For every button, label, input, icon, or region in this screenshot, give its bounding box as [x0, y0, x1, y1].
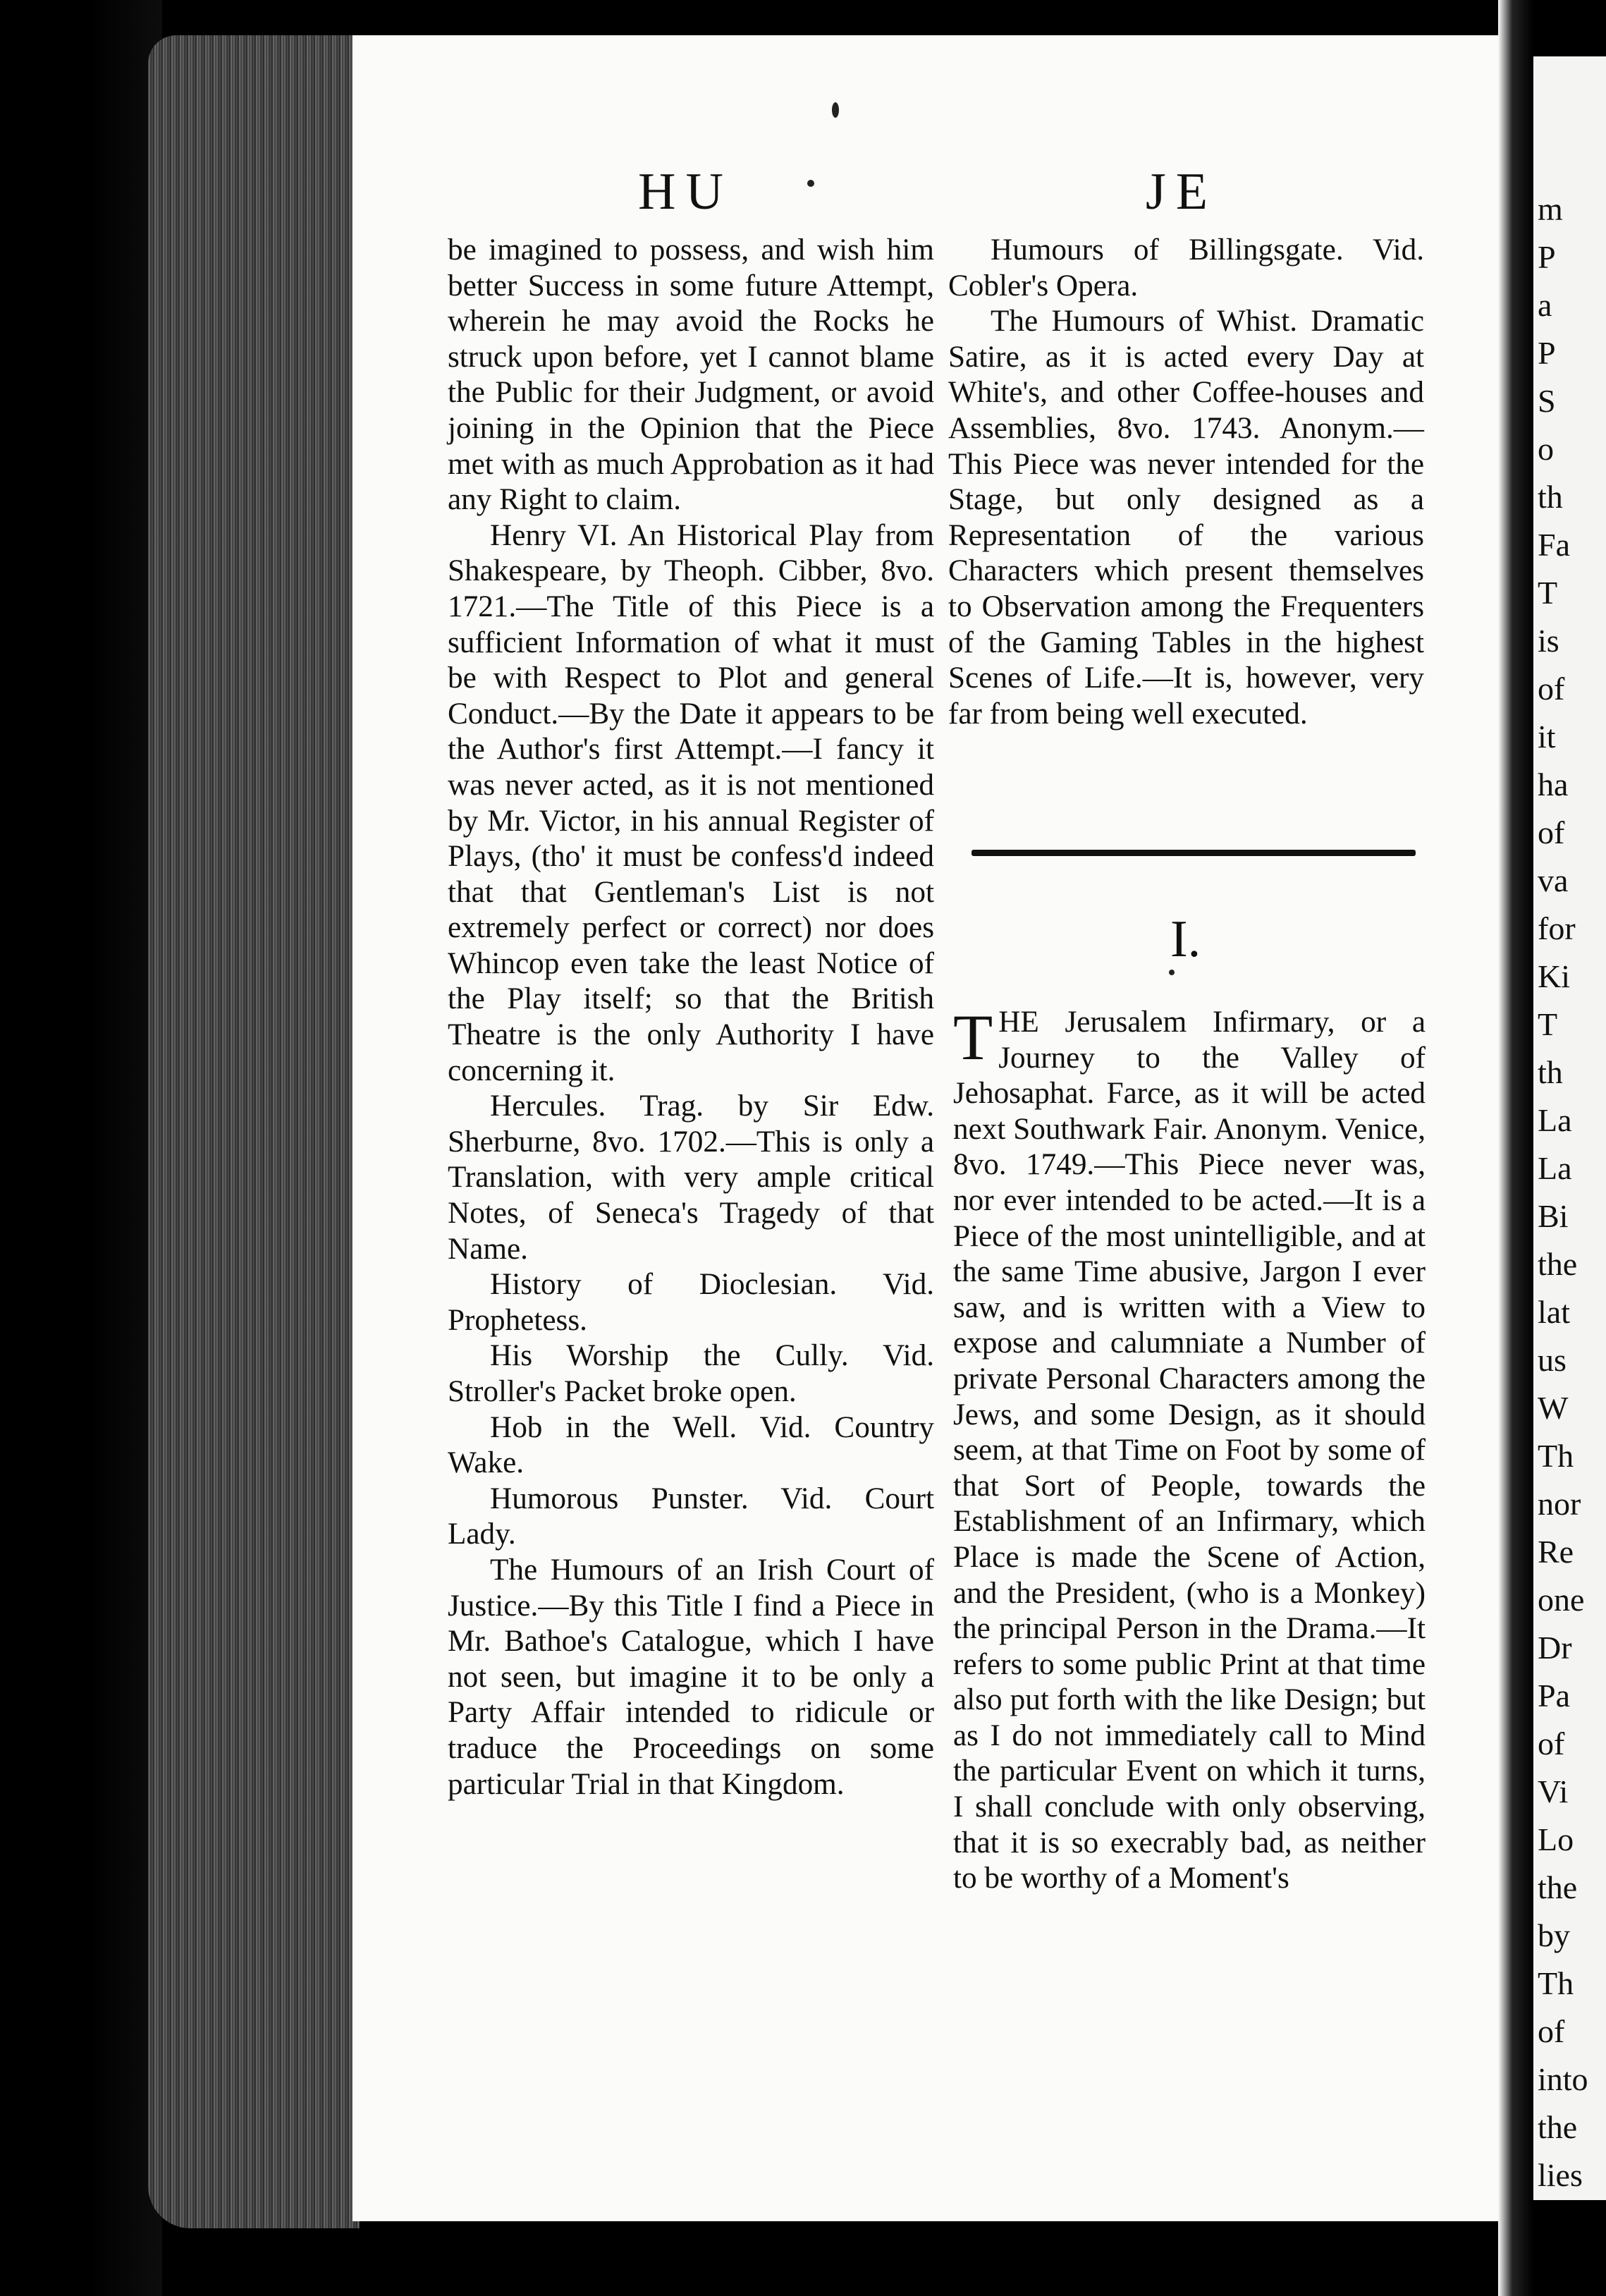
adjacent-page-text-fragment: P [1538, 335, 1556, 371]
adjacent-page-text-fragment: Th [1538, 1965, 1574, 2001]
entry-jerusalem-infirmary-text: HE Jerusalem Infirmary, or a Journey to the Valley of Jehosaphat. Farce, as it will be acted next Southwark Fair. Anonym. Venice, 8vo. 1749.—This Piece never was, nor ever intended to be acted.—It is a Piece of the most unintelligible, and at the same Time abusive, Jargon I ever saw, and is written with a View to expose and calumniate a Number of private Personal Characters among the Jews, and some Design, as it should seem, at that Time on Foot by some of that Sort of People, towards the Establishment of an Infirmary, which Place is made the Scene of Action, and the President, (who is a Monkey) the principal Person in the Drama.—It refers to some public Print at that time also put forth with the like Design; but as I do not immediately call to Mind the particular Event on which it turns, I shall conclude with only observing, that it is so execrably bad, as neither to be worthy of a Moment's [953, 1006, 1426, 1895]
scan-background [0, 0, 162, 2296]
adjacent-page-text-fragment: nor [1538, 1486, 1581, 1522]
section-divider-rule [971, 850, 1416, 856]
adjacent-page-text-fragment: Pa [1538, 1678, 1570, 1714]
entry-hob-in-the-well: Hob in the Well. Vid. Country Wake. [448, 1410, 934, 1480]
adjacent-page-text-fragment: a [1538, 287, 1552, 323]
drop-cap: T [953, 1001, 993, 1073]
entry-humorous-punster: Humorous Punster. Vid. Court Lady. [448, 1482, 934, 1551]
running-head-right: JE [1146, 163, 1218, 221]
running-head-left: HU [638, 163, 733, 221]
adjacent-page-text-fragment: P [1538, 239, 1556, 275]
scan-speck [807, 180, 814, 187]
adjacent-page-text-fragment: into [1538, 2061, 1588, 2097]
entry-humours-of-irish-court: The Humours of an Irish Court of Justice.—By this Title I find a Piece in Mr. Bathoe's Catalogue, which I have not seen, but imagine it to be only a Party Affair intended to ridicule or traduce the Proceedings on some particular Trial in that Kingdom. [448, 1553, 934, 1801]
adjacent-page-text-fragment: Re [1538, 1534, 1574, 1570]
entry-henry-vi: Henry VI. An Historical Play from Shakespeare, by Theoph. Cibber, 8vo. 1721.—The Title of this Piece is a sufficient Information of what it must be with Respect to Plot and general Conduct.—By the Date it appears to be the Author's first Attempt.—I fancy it was never acted, as it is not mentioned by Mr. Victor, in his annual Register of Plays, (tho' it must be confess'd indeed that that Gentleman's List is not extremely perfect or correct) nor does Whincop even take the least Notice of the Play itself; so that the British Theatre is the only Authority I have concerning it. [448, 518, 934, 1087]
adjacent-page-text-fragment: th [1538, 1054, 1563, 1090]
entry-humours-of-whist: The Humours of Whist. Dramatic Satire, as it is acted every Day at White's, and other Coffee-houses and Assemblies, 8vo. 1743. Anonym.—This Piece was never intended for the Stage, but only designed as a Representation of the various Characters which present themselves to Observation among the Frequenters of the Gaming Tables in the highest Scenes of Life.—It is, however, very far from being well executed. [948, 305, 1424, 731]
adjacent-page-text-fragment: of [1538, 671, 1565, 707]
adjacent-page-text-fragment: the [1538, 1246, 1578, 1282]
adjacent-page-text-fragment: T [1538, 575, 1558, 611]
adjacent-page-text-fragment: La [1538, 1150, 1572, 1186]
adjacent-page-text-fragment: Ki [1538, 958, 1570, 994]
right-column-bottom [953, 1001, 1426, 1897]
adjacent-page-text-fragment: Vi [1538, 1773, 1569, 1809]
adjacent-page-text-fragment: Th [1538, 1438, 1574, 1474]
adjacent-page-text-fragment: lat [1538, 1294, 1570, 1330]
scan-speck [1169, 970, 1175, 975]
adjacent-page-fragment [1533, 56, 1606, 2200]
scan-speck [832, 102, 839, 118]
adjacent-page-text-fragment: La [1538, 1102, 1572, 1138]
entry-his-worship-the-cully: His Worship the Cully. Vid. Stroller's Packet broke open. [448, 1339, 934, 1408]
entry-hercules: Hercules. Trag. by Sir Edw. Sherburne, 8vo. 1702.—This is only a Translation, with very ample critical Notes, of Seneca's Tragedy of that Name. [448, 1089, 934, 1266]
adjacent-page-text-fragment: Bi [1538, 1198, 1569, 1234]
adjacent-page-text-fragment: us [1538, 1342, 1567, 1378]
adjacent-page-text-fragment: th [1538, 479, 1563, 515]
entry-jerusalem-infirmary [953, 1001, 1426, 1897]
entry-history-of-dioclesian: History of Dioclesian. Vid. Prophetess. [448, 1268, 934, 1337]
adjacent-page-text-fragment: lies [1538, 2157, 1583, 2193]
adjacent-page-text-fragment: o [1538, 431, 1554, 467]
adjacent-page-text-fragment: Dr [1538, 1630, 1572, 1666]
adjacent-page-text-fragment: for [1538, 910, 1576, 946]
adjacent-page-text-fragment: T [1538, 1006, 1558, 1042]
adjacent-page-text-fragment: m [1538, 191, 1563, 227]
adjacent-page-text-fragment: S [1538, 383, 1556, 419]
adjacent-page-text-fragment: by [1538, 1917, 1570, 1953]
adjacent-page-text-fragment: of [1538, 2013, 1565, 2049]
adjacent-page-text-fragment: is [1538, 623, 1559, 659]
paragraph-continuation: be imagined to possess, and wish him better Success in some future Attempt, wherein he may avoid the Rocks he struck upon before, yet I cannot blame the Public for their Judgment, or avoid joining in the Opinion that the Piece met with as much Approbation as it had any Right to claim. [448, 233, 934, 517]
book-gutter [1498, 0, 1533, 2296]
entry-humours-of-billingsgate: Humours of Billingsgate. Vid. Cobler's Opera. [948, 233, 1424, 303]
adjacent-page-text-fragment: ha [1538, 767, 1569, 802]
adjacent-page-text-fragment: Lo [1538, 1821, 1574, 1857]
adjacent-page-text-fragment: Fa [1538, 527, 1570, 563]
adjacent-page-text-fragment: va [1538, 862, 1569, 898]
section-heading: I. [1170, 910, 1201, 968]
adjacent-page-text-fragment: of [1538, 1726, 1565, 1761]
adjacent-page-text-fragment: W [1538, 1390, 1569, 1426]
book-page-edges [148, 35, 360, 2228]
left-column [448, 233, 934, 1802]
adjacent-page-text-fragment: one [1538, 1582, 1585, 1618]
adjacent-page-text-fragment: of [1538, 814, 1565, 850]
adjacent-page-text-fragment: the [1538, 2109, 1578, 2145]
adjacent-page-text-fragment: it [1538, 719, 1556, 755]
adjacent-page-text-fragment: the [1538, 1869, 1578, 1905]
right-column-top [948, 233, 1424, 732]
